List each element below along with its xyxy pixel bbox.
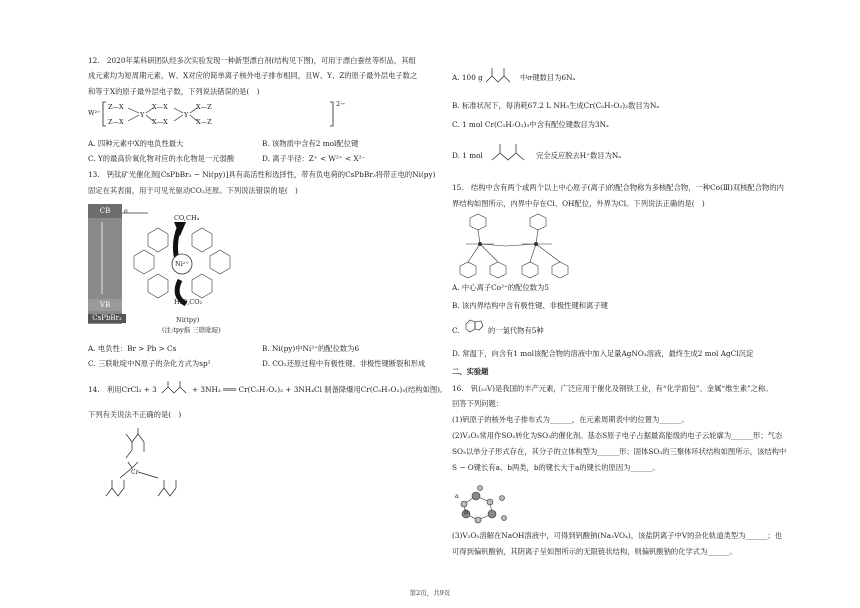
svg-text:Z—X: Z—X <box>108 118 124 126</box>
acac-molecule-icon-d <box>490 140 534 164</box>
q16-stem-line1: 16. 钒(₂₃V)是我国的丰产元素，广泛应用于催化及钢铁工业，有“化学面包”、金属“维生素”之称。 <box>452 384 773 393</box>
q15-option-c-post: 的一氯代物有5种 <box>488 326 544 335</box>
q12-stem-line1: 12. 2020年某科研团队经多次实验发现一种新型漂白剂(结构见下图)，可用于漂白蚕丝等织品，其组 <box>88 56 416 65</box>
q16-part2-line3: S − O键长有a、b两类，b的键长大于a的键长的原因为______。 <box>452 463 660 472</box>
q12-option-b[interactable]: B. 该物质中含有2 mol配位键 <box>262 139 359 148</box>
q12-structure-figure <box>88 100 348 128</box>
material-label: CsPbBr₃ <box>88 314 126 323</box>
caption-ni-tpy: Ni(tpy) <box>176 316 200 324</box>
q16-part3-line1: (3)V₂O₅溶解在NaOH溶液中，可得到钒酸钠(Na₃VO₄)，该盐阴离子中V的杂化轨道类型为______；也 <box>452 531 782 540</box>
q12-stem-line3: 和等于X的原子最外层电子数，下列说法错误的是( ) <box>88 87 260 96</box>
q13-figure <box>88 204 318 338</box>
q14-stem-line1a: 14. 利用CrCl₃ + 3 <box>88 385 157 394</box>
q16-part3-line2: 可得到偏钒酸钠，其阴离子呈如图所示的无限链状结构，则偏钒酸钠的化学式为______。 <box>452 547 737 556</box>
svg-text:X—Z: X—Z <box>196 103 212 111</box>
q16-stem-line2: 回答下列问题： <box>452 399 504 408</box>
q16-part2-line1: (2)V₂O₅常用作SO₂转化为SO₃的催化剂。基态S原子电子占据最高能级的电子云轮廓为______形；气态 <box>452 431 783 440</box>
q13-stem-line2: 固定在其表面，用于可见光驱动CO₂还原。下列说法错误的是( ) <box>88 186 298 195</box>
section-experiment-title: 二、实验题 <box>452 367 489 376</box>
q15-option-a[interactable]: A. 中心离子Co²⁺的配位数为5 <box>452 283 549 292</box>
q12-structure-svg <box>88 100 348 128</box>
q12-structure-charge: 2− <box>336 100 346 108</box>
q12-option-a[interactable]: A. 四种元素中X的电负性最大 <box>88 139 184 148</box>
co-dinuclear-complex-svg <box>456 214 596 284</box>
svg-text:X—X: X—X <box>152 103 168 111</box>
right-option-a-post: 中σ键数目为6Nₐ <box>520 73 576 82</box>
page-footer: 第2页，共9页 <box>409 589 451 597</box>
right-option-b[interactable]: B. 标准状况下，每消耗67.2 L NH₃生成Cr(C₅H₇O₂)₃数目为Nₐ <box>452 101 660 110</box>
right-option-a-pre[interactable]: A. 100 g <box>452 73 483 82</box>
bottom-product-label: H₂O,CO₂ <box>174 298 203 306</box>
benzimidazole-icon <box>464 318 486 336</box>
q15-option-d[interactable]: D. 常温下，向含有1 mol该配合物的溶液中加入足量AgNO₃溶液，最终生成2 mol AgCl沉淀 <box>452 349 754 358</box>
q16-part1: (1)钒原子的核外电子排布式为______，在元素周期表中的位置为______。 <box>452 415 689 424</box>
caption-note: (注:tpy指 三联吡啶) <box>162 326 221 334</box>
bond-a-label: a <box>455 492 459 500</box>
acac-molecule-icon <box>160 379 188 397</box>
q13-option-b[interactable]: B. Ni(py)中Ni²⁺的配位数为6 <box>262 344 360 353</box>
right-option-c[interactable]: C. 1 mol Cr(C₅H₇O₂)₃中含有配位键数目为3Nₐ <box>452 120 609 129</box>
electron-label: e <box>124 207 128 215</box>
svg-text:X—X: X—X <box>152 118 168 126</box>
right-option-d-pre[interactable]: D. 1 mol <box>452 151 483 160</box>
q12-option-d[interactable]: D. 离子半径：Z⁺ < W²⁺ < X²⁻ <box>262 154 366 163</box>
bond-b-label: b <box>464 508 469 516</box>
q12-option-c[interactable]: C. Y的最高价氧化物对应的水化物是一元弱酸 <box>88 154 235 163</box>
q13-option-a[interactable]: A. 电负性：Br > Pb > Cs <box>88 344 177 353</box>
cr-acac-structure-svg <box>98 428 188 510</box>
svg-text:Z—X: Z—X <box>108 103 124 111</box>
so3-trimer-svg <box>452 484 512 524</box>
svg-text:X—Z: X—Z <box>196 118 212 126</box>
q13-stem-line1: 13. 钙钛矿光催化剂[CsPbBr₃ − Ni(py)]具有高活性和选择性，带有负电荷的CsPbBr₃将带正电的Ni(py) <box>88 170 436 179</box>
q15-stem-line2: 界结构如图所示，内界中存在Cl、OH配位，外界为Cl。下列说法正确的是( ) <box>452 199 705 208</box>
q13-schema-svg <box>88 204 318 338</box>
q12-structure-prefix: W²⁺ <box>88 109 101 117</box>
q16-part2-line2: SO₃以单分子形式存在，其分子的立体构型为______形；固体SO₃的三聚体环状结构如图所示，该结构中 <box>452 447 787 456</box>
ni-label: Ni²⁺ <box>175 260 189 268</box>
q14-stem-line1b: + 3NH₃ ═══ Cr(C₅H₇O₂)₃ + 3NH₄Cl 制备降爆用Cr(C₅H₇O₂)₃(结构如图), <box>192 385 443 394</box>
right-option-d-post: 完全反应脱去H⁺数目为Nₐ <box>536 151 622 160</box>
q15-option-c-pre[interactable]: C. <box>452 326 460 335</box>
top-product-label: CO,CH₄ <box>174 214 200 222</box>
svg-text:Y: Y <box>184 111 189 119</box>
cr-atom-label: Cr <box>131 469 139 476</box>
vb-label: VB <box>99 301 111 309</box>
q13-option-c[interactable]: C. 三联吡啶中N原子的杂化方式为sp² <box>88 359 211 368</box>
q12-stem-line2: 成元素均为短周期元素，W、X对应的简单离子核外电子排布相同，且W、Y、Z的原子最外层电子数之 <box>88 71 418 80</box>
cb-label: CB <box>99 207 111 215</box>
q15-stem-line1: 15. 结构中含有两个或两个以上中心原子(离子)的配合物称为多核配合物，一种Co(Ⅲ)双核配合物的内 <box>452 183 784 192</box>
q15-option-b[interactable]: B. 该内界结构中含有极性键、非极性键和离子键 <box>452 301 608 310</box>
acac-molecule-icon-a <box>484 64 520 86</box>
svg-text:Y: Y <box>140 111 145 119</box>
q14-stem-line2: 下列有关说法不正确的是( ) <box>88 410 182 419</box>
q13-option-d[interactable]: D. CO₂还原过程中有极性键、非极性键断裂和形成 <box>262 359 426 368</box>
